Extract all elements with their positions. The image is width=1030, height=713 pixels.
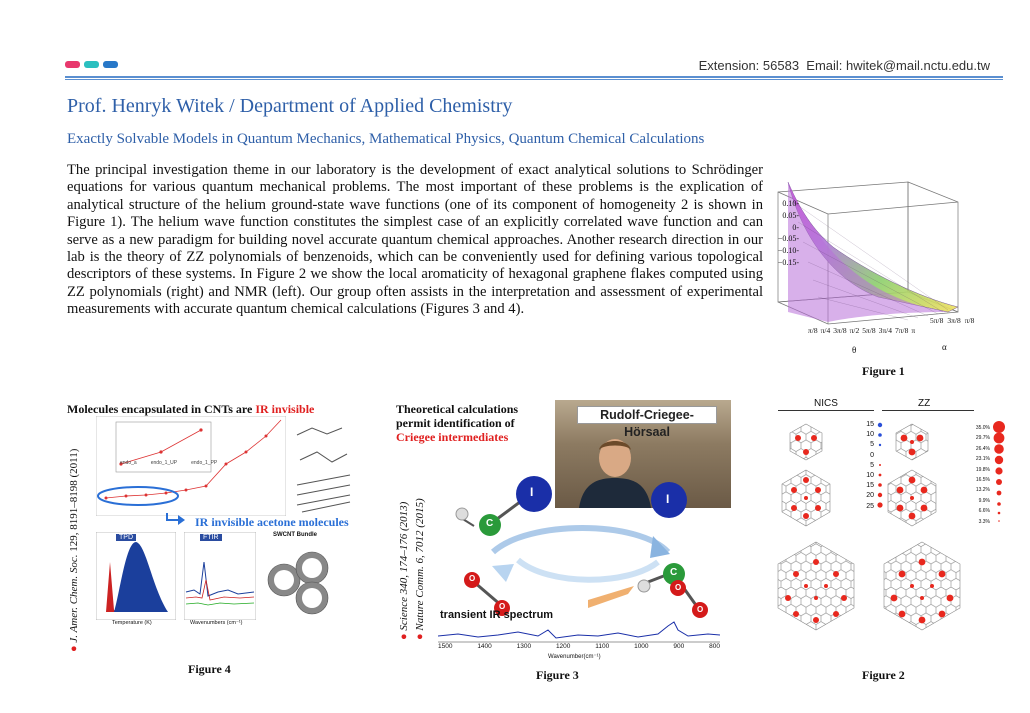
oxygen-atom-label-3: O <box>675 583 682 592</box>
header-rule-thin <box>65 79 1003 80</box>
iodine-atom-label-2: I <box>666 492 670 506</box>
figure3-heading: Theoretical calculations permit identification of Criegee intermediates <box>396 402 519 444</box>
figure1-alpha-label: α <box>942 342 947 352</box>
figure2-header-rule-right <box>882 410 974 411</box>
figure4-inset-labels: endo_a endo_1_UP endo_1_PP <box>120 460 218 466</box>
blue-dot <box>103 61 118 68</box>
carbon-atom-label-2: C <box>670 567 678 578</box>
figure2-graphene-flakes <box>776 414 972 664</box>
figure2-zz-legend-dots <box>991 420 1007 530</box>
figure2-header-rule-left <box>778 410 874 411</box>
figure4-citation: ● J. Amer. Chem. Soc. 129, 8191–8198 (2011) <box>68 448 80 652</box>
figure4-line-chart <box>96 416 286 516</box>
header-decoration <box>65 61 118 68</box>
spectrum-label: transient IR spectrum <box>440 609 554 621</box>
figure3-spectrum-ticks: 1500 1400 1300 1200 1100 1000 900 800 <box>438 643 720 650</box>
figure2-nics-label: NICS <box>814 398 838 409</box>
photo-sign: Rudolf-Criegee-Hörsaal <box>577 406 717 424</box>
iodine-atom-label-1: I <box>530 485 534 499</box>
figure4-heading: Molecules encapsulated in CNTs are IR invisible <box>67 402 315 416</box>
teal-dot <box>84 61 99 68</box>
body-paragraph: The principal investigation theme in our laboratory is the development of exact analytical solutions to Schrödinger equations for various quantum mechanical problems. The most important of these problems is the explication of analytical structure of the helium ground-state wave functions (one of its component of homogeneity 2 is shown in Figure 1). The helium wave function constitutes the simplest case of an explicitly correlated wave function and can serve as a new paradigm for building novel accurate quantum chemical approaches. Another research direction in our lab is the theory of ZZ polynomials of benzenoids, which can be conveniently used for defining various topological descriptors of these systems. In Figure 2 we show the local aromaticity of hexagonal graphene flakes computed using ZZ polynomials (right) and NMR (left). Our group often assists in the interpretation and assessment of experimental measurements with accurate quantum chemical calculations (Figures 3 and 4). <box>67 162 763 318</box>
figure4-ftir-panel <box>184 532 256 620</box>
figure3-reaction-scheme <box>438 470 738 620</box>
figure4-tpd-label: TPD <box>116 534 136 541</box>
figure4-tpd-panel <box>96 532 176 620</box>
figure4-annotation: IR invisible acetone molecules <box>195 515 349 529</box>
page-title: Prof. Henryk Witek / Department of Applied Chemistry <box>67 95 513 117</box>
oxygen-atom-label-1: O <box>469 574 476 583</box>
figure4-swcnt-bundle <box>262 540 354 620</box>
oxygen-atom-label-2: O <box>499 602 506 611</box>
header-rule <box>65 76 1003 78</box>
figure1-theta-ticks: π/8 π/4 3π/8 π/2 5π/8 3π/4 7π/8 π <box>808 326 916 335</box>
figure4-tpd-xlabel: Temperature (K) <box>112 620 152 626</box>
contact-info: Extension: 56583 Email: hwitek@mail.nctu.edu.tw <box>698 58 990 73</box>
oxygen-atom-label-4: O <box>697 605 704 614</box>
figure2-nics-scale: 15 10 5 0 5 10 15 20 25 <box>866 421 874 510</box>
figure4-ftir-label: FTIR <box>200 534 222 541</box>
figure3-ir-spectrum <box>438 618 720 644</box>
figure2-caption: Figure 2 <box>862 668 905 682</box>
figure3-citation-2: ● Nature Comm. 6, 7012 (2015) <box>414 498 426 640</box>
figure3-citation-1: ● Science 340, 174–176 (2013) <box>398 501 410 640</box>
figure2-nics-legend-dots <box>876 420 884 514</box>
figure1-theta-label: θ <box>852 345 857 355</box>
figure1-z-ticks: 0.10- 0.05- 0- −0.05- −0.10- −0.15- <box>777 199 799 267</box>
figure4-caption: Figure 4 <box>188 662 231 676</box>
figure4-molecule-sketch <box>292 420 354 520</box>
pink-dot <box>65 61 80 68</box>
page-subtitle: Exactly Solvable Models in Quantum Mechanics, Mathematical Physics, Quantum Chemical Calculations <box>67 131 705 147</box>
figure3-spectrum-xlabel: Wavenumber(cm⁻¹) <box>548 654 601 660</box>
figure4-swcnt-label: SWCNT Bundle <box>273 532 317 538</box>
carbon-atom-label-1: C <box>486 518 494 529</box>
figure4-ftir-xlabel: Wavenumbers (cm⁻¹) <box>190 620 243 626</box>
figure1-alpha-ticks: 5π/8 3π/8 π/8 <box>930 316 975 325</box>
figure2-zz-scale: 35.0% 29.7% 26.4% 23.1% 19.8% 16.5% 13.2% 9.9% 6.6% 3.3% <box>975 425 990 525</box>
figure3-caption: Figure 3 <box>536 668 579 682</box>
figure1-caption: Figure 1 <box>862 364 905 378</box>
arrow-icon <box>165 511 187 527</box>
figure2-zz-label: ZZ <box>918 398 931 409</box>
